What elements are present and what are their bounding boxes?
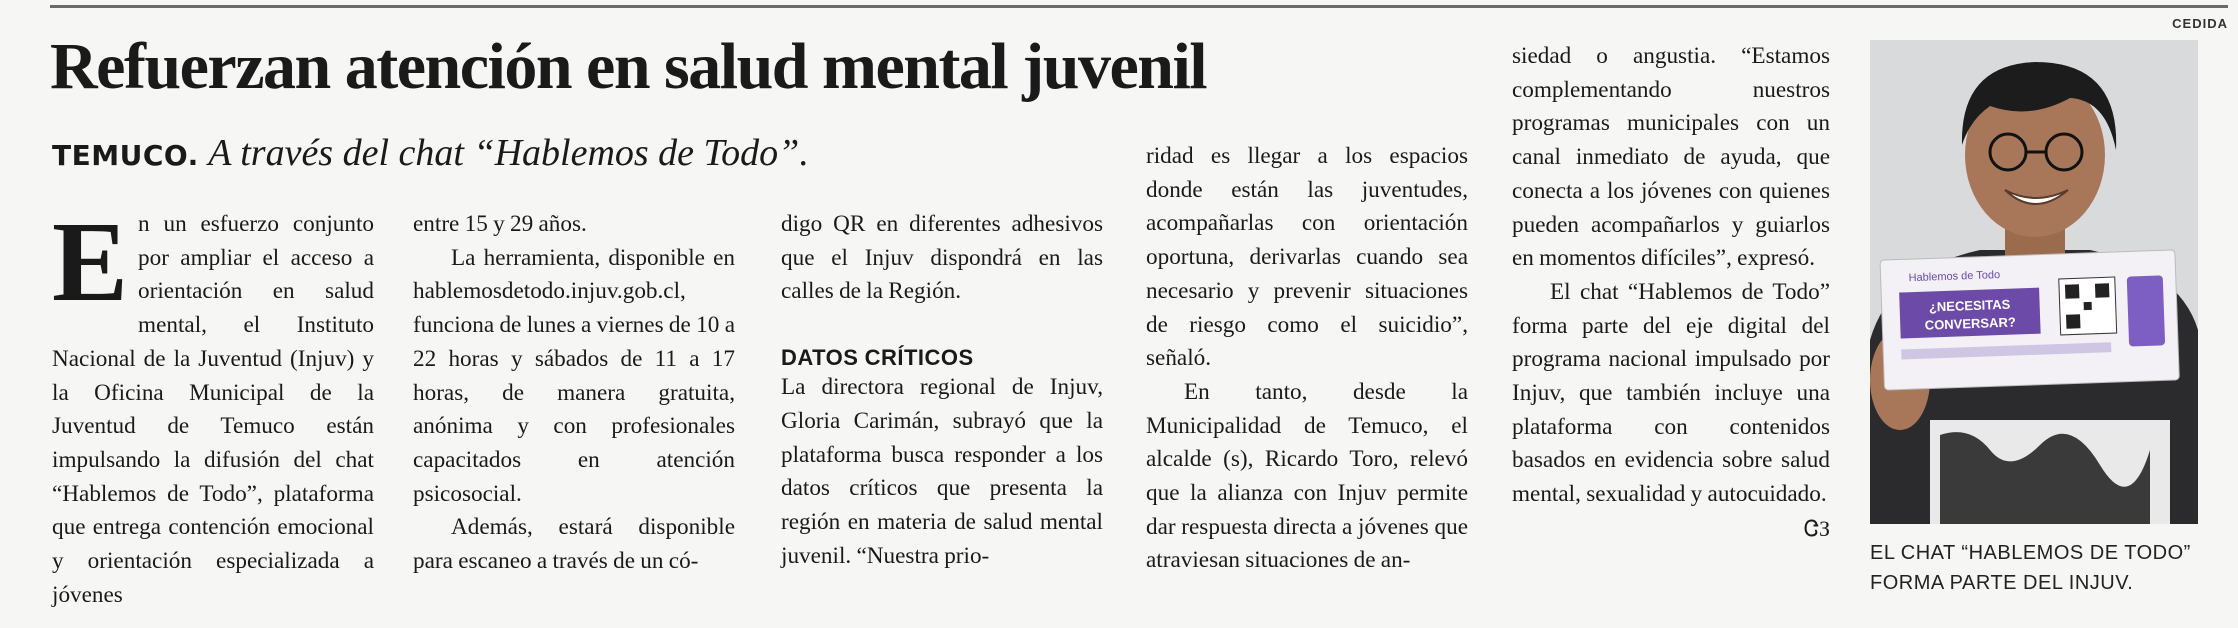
paragraph: ridad es llegar a los espacios donde están las juventudes, acompañarlas con orientación oportuna, derivarlas cuando sea necesario y prevenir situaciones de riesgo como el suicidio”, señaló. xyxy=(1146,143,1468,372)
paragraph: El chat “Hablemos de Todo” forma parte del eje digital del programa nacional impulsado por Injuv, que también incluye una plataforma con contenidos basados en evidencia sobre salud mental, sexualidad y autocuidado. xyxy=(1512,278,1830,508)
drop-cap: E xyxy=(52,198,129,325)
paragraph: n un esfuerzo conjunto por ampliar el acceso a orientación en salud mental, el Instituto Nacional de la Juventud (Injuv) y la Oficina Municipal de la Juventud de Temuco están impulsando la difusión del chat “Hablemos de Todo”, plataforma que entrega contención emocional y orientación especializada a jóvenes xyxy=(52,211,374,608)
paragraph: La herramienta, disponible en hablemosdetodo.injuv.gob.cl, funciona de lunes a viernes de 10 a 22 horas y sábados de 11 a 17 horas, de manera gratuita, anónima y con profesionales capacitados en atención psicosocial. xyxy=(413,244,735,507)
kicker-city: TEMUCO. xyxy=(52,139,199,172)
photo-caption: EL CHAT “HABLEMOS DE TODO” FORMA PARTE DEL INJUV. xyxy=(1870,542,2191,594)
end-mark: ᏣЗ xyxy=(1803,515,1830,541)
paragraph: La directora regional de Injuv, Gloria Carimán, subrayó que la plataforma busca responder a los datos críticos que presenta la región en materia de salud mental juvenil. “Nuestra prio- xyxy=(781,374,1103,569)
news-photo xyxy=(1870,40,2198,524)
paragraph: Además, estará disponible para escaneo a través de un có- xyxy=(413,514,735,575)
column-4 xyxy=(1146,140,1468,578)
column-5 xyxy=(1512,40,1830,546)
column-2 xyxy=(413,208,735,579)
subheading: DATOS CRÍTICOS xyxy=(781,345,974,371)
svg-text:CONVERSAR?: CONVERSAR? xyxy=(1924,314,2017,333)
paragraph: siedad o angustia. “Estamos complementando nuestros programas municipales con un canal inmediato de ayuda, que conecta a los jóvenes con quienes pueden acompañarlos y guiarlos en momentos difíciles”, expresó. xyxy=(1512,43,1830,272)
photo-illustration xyxy=(1870,40,2198,524)
svg-text:¿NECESITAS: ¿NECESITAS xyxy=(1928,296,2011,315)
photo-credit: CEDIDA xyxy=(2172,16,2228,31)
paragraph: digo QR en diferentes adhesivos que el Injuv dispondrá en las calles de la Región. xyxy=(781,211,1103,305)
headline: Refuerzan atención en salud mental juvenil xyxy=(50,30,1207,103)
paragraph: entre 15 y 29 años. xyxy=(413,211,587,237)
column-1 xyxy=(52,198,374,612)
paragraph: En tanto, desde la Municipalidad de Temuco, el alcalde (s), Ricardo Toro, relevó que la alianza con Injuv permite dar respuesta directa a jóvenes que atraviesan situaciones de an- xyxy=(1146,378,1468,574)
svg-text:Hablemos de Todo: Hablemos de Todo xyxy=(1908,269,2001,285)
top-rule xyxy=(50,5,2228,8)
column-3 xyxy=(781,208,1103,573)
kicker xyxy=(52,131,809,175)
kicker-dek: A través del chat “Hablemos de Todo”. xyxy=(208,132,809,174)
